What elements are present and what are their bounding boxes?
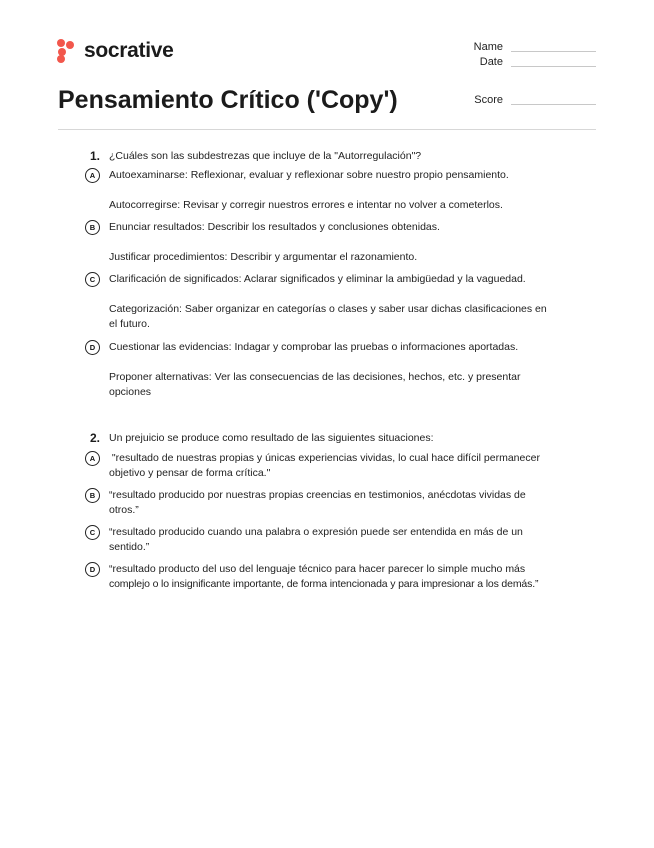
question-text: ¿Cuáles son las subdestrezas que incluye de la "Autorregulación"?: [109, 150, 422, 162]
date-field[interactable]: [511, 66, 596, 67]
choice-c-text: “resultado producido cuando una palabra o expresión puede ser entendida en más de un sentido.”: [109, 526, 523, 553]
choice-a-marker[interactable]: A: [85, 451, 100, 466]
socrative-logo-icon: [57, 39, 79, 63]
choice-a-text: "resultado de nuestras propias y únicas experiencias vividas, lo cual hace difícil permanecer objetivo y pensar de forma crítica.": [109, 452, 540, 479]
choice-b-marker[interactable]: B: [85, 488, 100, 503]
name-label: Name: [473, 41, 503, 53]
question-number: 1.: [90, 149, 101, 163]
socrative-logo: [57, 38, 174, 64]
page-title: Pensamiento Crítico ('Copy'): [58, 86, 398, 114]
choice-b-marker[interactable]: B: [85, 220, 100, 235]
question-text: Un prejuicio se produce como resultado de las siguientes situaciones:: [109, 432, 434, 444]
choice-d-text: Cuestionar las evidencias: Indagar y comprobar las pruebas o informaciones aportadas. Proponer alternativas: Ver las consecuencias de las decisiones, hechos, etc. y presentar opciones: [109, 341, 521, 398]
score-label: Score: [474, 94, 503, 106]
choice-d-marker[interactable]: D: [85, 562, 100, 577]
choice-a-text: Autoexaminarse: Reflexionar, evaluar y reflexionar sobre nuestro propio pensamiento. Autocorregirse: Revisar y corregir nuestros errores e intentar no volver a cometerlos.: [109, 169, 509, 211]
choice-b-text: Enunciar resultados: Describir los resultados y conclusiones obtenidas. Justificar procedimientos: Describir y argumentar el razonamiento.: [109, 221, 440, 263]
choice-c-marker[interactable]: C: [85, 272, 100, 287]
choice-a-marker[interactable]: A: [85, 168, 100, 183]
choice-d-text: “resultado producto del uso del lenguaje técnico para hacer parecer lo simple mucho más complejo o lo insignificante importante, de forma intencionada y para impresionar a los demás.”: [109, 563, 539, 590]
choice-d-marker[interactable]: D: [85, 340, 100, 355]
header-divider: [58, 129, 596, 130]
brand-name: socrative: [84, 39, 174, 62]
choice-c-marker[interactable]: C: [85, 525, 100, 540]
choice-b-text: “resultado producido por nuestras propias creencias en testimonios, anécdotas vividas de otros.”: [109, 489, 526, 516]
date-label: Date: [479, 56, 503, 68]
choice-c-text: Clarificación de significados: Aclarar significados y eliminar la ambigüedad y la vaguedad. Categorización: Saber organizar en categorías o clases y saber usar dichas clasificaciones en el futuro.: [109, 273, 547, 330]
name-field[interactable]: [511, 51, 596, 52]
question-number: 2.: [90, 431, 101, 445]
score-field[interactable]: [511, 104, 596, 105]
